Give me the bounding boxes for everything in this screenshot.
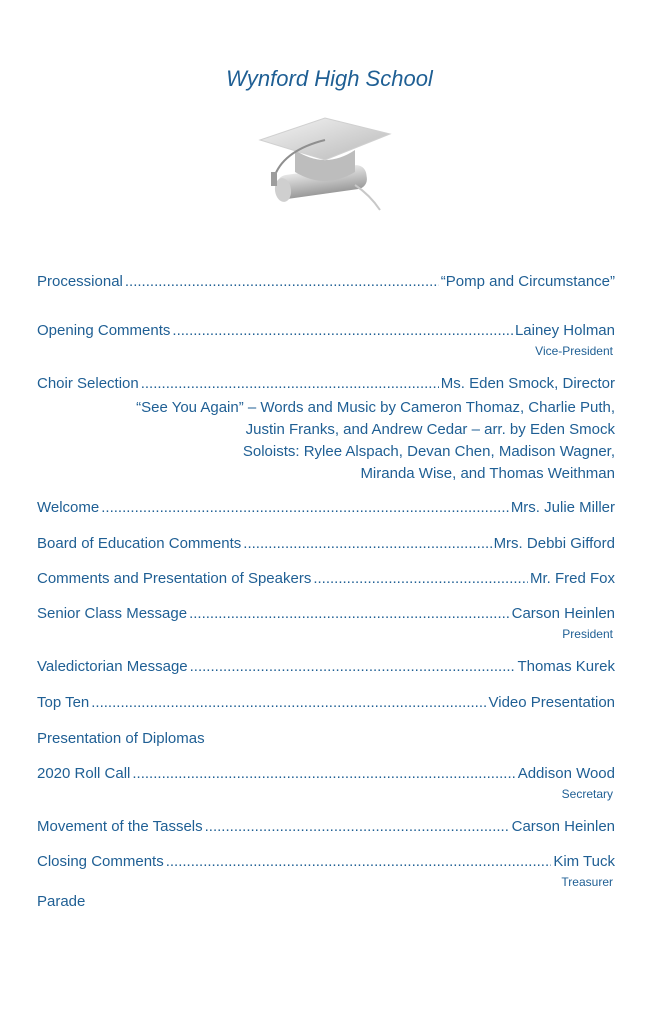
program-item-speakers — [37, 570, 615, 588]
item-value: Carson Heinlen — [511, 605, 615, 622]
program-item-tassels — [37, 818, 615, 836]
item-value: Addison Wood — [517, 765, 615, 782]
program-item-closing — [37, 853, 615, 871]
item-value: Kim Tuck — [553, 853, 615, 870]
item-value: Video Presentation — [488, 694, 615, 711]
item-label: Valedictorian Message — [37, 658, 188, 675]
program-item-diplomas: Presentation of Diplomas — [37, 730, 205, 747]
item-value: Carson Heinlen — [511, 818, 615, 835]
item-value: Mrs. Julie Miller — [510, 499, 615, 516]
item-label: Top Ten — [37, 694, 90, 711]
dot-leader — [132, 765, 515, 783]
dot-leader — [243, 535, 491, 553]
dot-leader — [172, 322, 513, 340]
item-value: Lainey Holman — [514, 322, 615, 339]
program-item-opening — [37, 322, 615, 340]
program-item-valedictorian — [37, 658, 615, 676]
dot-leader — [189, 605, 510, 623]
item-label: 2020 Roll Call — [37, 765, 131, 782]
program-item-topten — [37, 694, 615, 712]
item-value: Ms. Eden Smock, Director — [440, 375, 615, 392]
item-label: Comments and Presentation of Speakers — [37, 570, 312, 587]
choir-detail-line: Justin Franks, and Andrew Cedar – arr. by Eden Smock — [245, 421, 615, 438]
item-label: Processional — [37, 273, 123, 290]
choir-detail-line: “See You Again” – Words and Music by Cameron Thomaz, Charlie Puth, — [136, 399, 615, 416]
item-label: Board of Education Comments — [37, 535, 242, 552]
item-value: Mrs. Debbi Gifford — [493, 535, 615, 552]
dot-leader — [91, 694, 486, 712]
choir-detail-line: Miranda Wise, and Thomas Weithman — [360, 465, 615, 482]
dot-leader — [125, 273, 439, 291]
dot-leader — [190, 658, 516, 676]
page-title: Wynford High School — [226, 66, 433, 91]
program-item-board — [37, 535, 615, 553]
choir-detail-line: Soloists: Rylee Alspach, Devan Chen, Madison Wagner, — [242, 443, 615, 460]
program-item-welcome — [37, 499, 615, 517]
program-item-processional — [37, 273, 615, 291]
program-item-parade: Parade — [37, 893, 86, 910]
item-label: Senior Class Message — [37, 605, 188, 622]
item-label: Opening Comments — [37, 322, 171, 339]
item-role: Treasurer — [561, 875, 613, 889]
item-role: Vice-President — [535, 344, 613, 358]
item-label: Choir Selection — [37, 375, 139, 392]
graduation-cap-diploma-icon — [255, 110, 395, 215]
item-label: Movement of the Tassels — [37, 818, 203, 835]
dot-leader — [205, 818, 510, 836]
dot-leader — [141, 375, 439, 393]
item-value: Mr. Fred Fox — [529, 570, 615, 587]
item-value: Thomas Kurek — [517, 658, 615, 675]
dot-leader — [166, 853, 552, 871]
item-label: Welcome — [37, 499, 100, 516]
program-item-senior — [37, 605, 615, 623]
item-role: Secretary — [561, 787, 613, 801]
program-item-choir — [37, 375, 615, 393]
dot-leader — [313, 570, 528, 588]
dot-leader — [101, 499, 509, 517]
item-role: President — [562, 627, 613, 641]
item-value: “Pomp and Circumstance” — [440, 273, 615, 290]
program-item-rollcall — [37, 765, 615, 783]
item-label: Closing Comments — [37, 853, 164, 870]
